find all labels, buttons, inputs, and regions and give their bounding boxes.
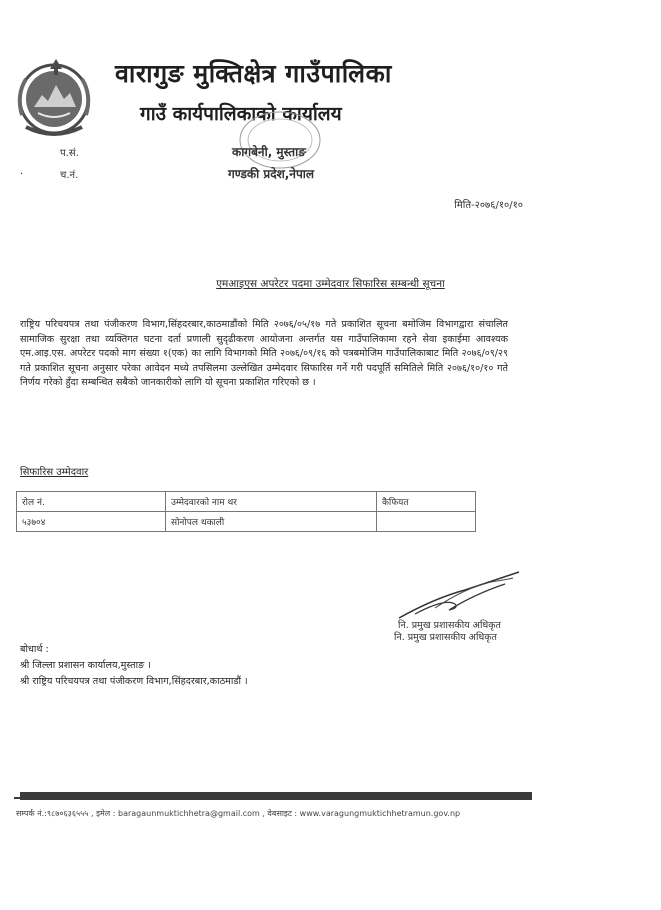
- signature-title: नि. प्रमुख प्रशासकीय अधिकृत: [398, 620, 501, 631]
- nepal-emblem-icon: [12, 55, 96, 139]
- table-header-row: [17, 492, 476, 512]
- ref-cha-label: च.नं.: [60, 170, 79, 181]
- office-subtitle: गाउँ कार्यपालिकाको कार्यालय: [140, 103, 342, 125]
- address-line-1: कागबेनी, मुस्ताङ: [232, 145, 306, 159]
- ref-dot: .: [20, 166, 24, 177]
- notice-date: मिति-२०७६/१०/१०: [454, 200, 523, 211]
- address-line-2: गण्डकी प्रदेश,नेपाल: [228, 167, 315, 181]
- signature-title-stamp: नि. प्रमुख प्रशासकीय अधिकृत: [394, 632, 497, 643]
- cc-item-registration-dept: श्री राष्ट्रिय परिचयपत्र तथा पंजीकरण विभाग,सिंहदरबार,काठमाडौं ।: [20, 676, 248, 687]
- col-name: उम्मेदवारको नाम थर: [166, 492, 377, 512]
- cell-name: सोनोपल थकाली: [166, 512, 377, 532]
- cell-remarks: [377, 512, 476, 532]
- footer-divider: [20, 792, 532, 800]
- ref-pa-label: प.सं.: [60, 148, 79, 159]
- candidates-heading: सिफारिस उम्मेदवार: [20, 467, 89, 478]
- cc-heading: बोधार्थ :: [20, 644, 49, 655]
- footer-contact: सम्पर्क नं.:९८७०६३६५५५ , इमेल : baragaunmuktichhetra@gmail.com , वेबसाइट : www.varagungmuktichhetramun.gov.np: [16, 809, 461, 818]
- col-remarks: कैफियत: [377, 492, 476, 512]
- cell-roll: ५३७०४: [17, 512, 166, 532]
- notice-subject: एमआइएस अपरेटर पदमा उम्मेदवार सिफारिस सम्बन्धी सूचना: [216, 278, 445, 290]
- notice-body: राष्ट्रिय परिचयपत्र तथा पंजीकरण विभाग,सिंहदरबार,काठमाडौंको मिति २०७६/०५/१७ गते प्रकाशित सूचना बमोजिम विभागद्वारा संचालित सामाजिक सुरक्षा तथा व्यक्तिगत घटना दर्ता प्रणाली सुदृढीकरण आयोजना अन्तर्गत यस गाउँपालिकामा रहने सेवा इकाईमा आवश्यक एम.आइ.एस. अपरेटर पदको माग संख्या १(एक) का लागि विभागको मिति २०७६/०९/१६ को पत्रबमोजिम गाउँपालिकाबाट मिति २०७६/०९/२९ गते प्रकाशित सूचना अनुसार परेका आवेदन मध्ये तपसिलमा उल्लेखित उम्मेदवार सिफारिस गर्ने गरी पदपूर्ति समितिले मिति २०७६/१०/१० गते निर्णय गरेको हुँदा सम्बन्धित सबैको जानकारीको लागि यो सूचना प्रकाशित गरिएको छ ।: [20, 319, 508, 389]
- candidates-table: [16, 491, 476, 532]
- cc-item-district-office: श्री जिल्ला प्रशासन कार्यालय,मुस्ताङ ।: [20, 660, 151, 671]
- table-row: [17, 512, 476, 532]
- col-roll: रोल नं.: [17, 492, 166, 512]
- municipality-title: वारागुङ मुक्तिक्षेत्र गाउँपालिका: [115, 59, 392, 88]
